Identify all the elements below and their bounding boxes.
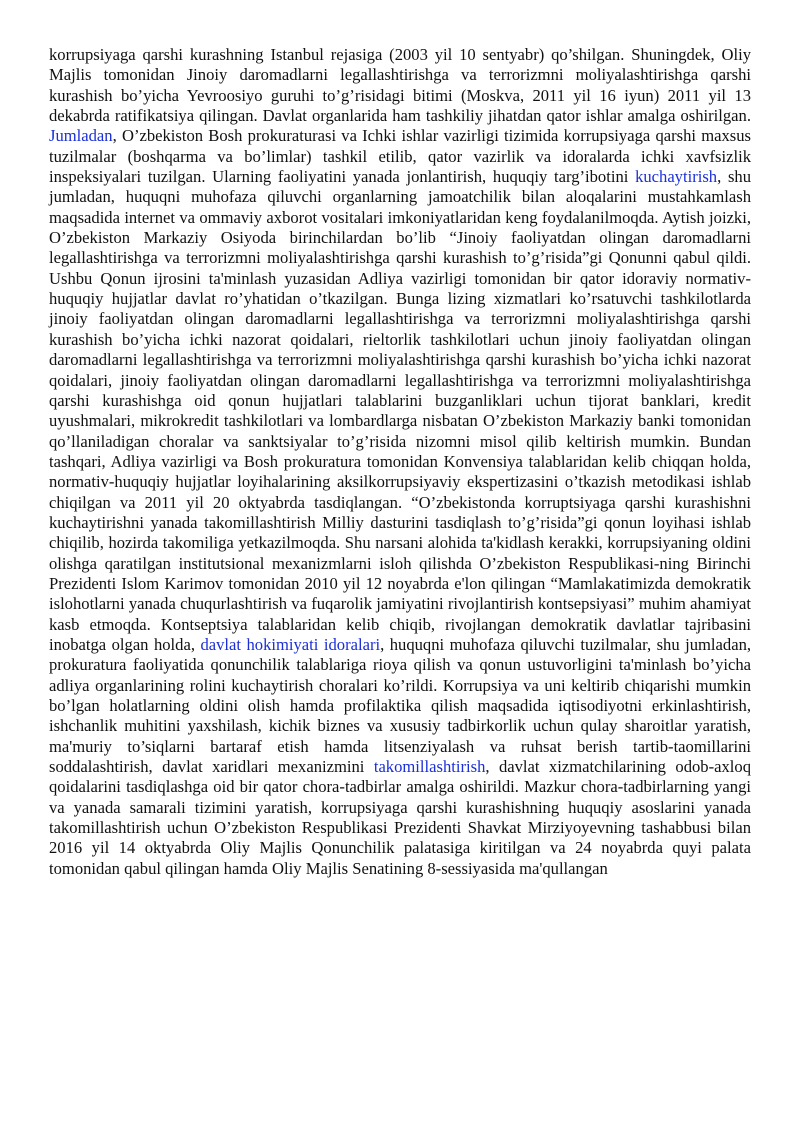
link-takomillashtirish[interactable]: takomillashtirish: [373, 757, 486, 777]
link-kuchaytirish[interactable]: kuchaytirish: [635, 167, 718, 187]
text-segment: , shu jumladan, huquqni muhofaza qiluvchi organlarning jamoatchilik bilan aloqalarini mustahkamlash maqsadida internet va ommaviy axborot vositalari imkoniyatlaridan keng foydalanilmoqda. Aytish joizki, O’zbekiston Markaziy Osiyoda birinchilardan bo’lib “Jinoiy faoliyatdan olingan daromadlarni legallashtirishga va terrorizmni moliyalashtirishga qarshi kurashish to’g’risida”gi Qonunni qabul qildi. Ushbu Qonun ijrosini ta'minlash yuzasidan Adliya vazirligi tomonidan bir qator idoraviy normativ-huquqiy hujjatlar davlat ro’yhatidan o’tkazilgan. Bunga lizing xizmatlari ko’rsatuvchi tashkilotlarda jinoiy faoliyatdan olingan daromadlarni legallashtirishga va terrorizmni moliyalashtirishga qarshi kurashish bo’yicha ichki nazorat qoidalari, rieltorlik tashkilotlari uchun jinoiy faoliyatdan olingan daromadlarni legallashtirishga va terrorizmni moliyalashtirishga qarshi kurashish bo’yicha ichki nazorat qoidalari, jinoiy faoliyatdan olingan daromadlarni legallashtirishga va terrorizmni moliyalashtirishga qarshi kurashishga oid qonun hujjatlari talablarini buzganliklari uchun tijorat banklari, kredit uyushmalari, mikrokredit tashkilotlari va lombardlarga nisbatan O’zbekiston Markaziy banki tomonidan qo’llaniladigan choralar va sanktsiyalar to’g’risida nizomni misol qilib keltirish mumkin. Bundan tashqari, Adliya vazirligi va Bosh prokuratura tomonidan Konvensiya talablaridan kelib chiqqan holda, normativ-huquqiy hujjatlar loyihalarining aksilkorrupsiyaviy ekspertizasini o’tkazish metodikasi ishlab chiqilgan va 2011 yil 20 oktyabrda tasdiqlangan. “O’zbekistonda korruptsiyaga qarshi kurashishni kuchaytirishni yanada takomillashtirish Milliy dasturini tasdiqlash to’g’risida”gi qonun loyihasi ishlab chiqilib, hozirda takomiliga yetkazilmoqda. Shu narsani alohida ta'kidlash kerakki, korrupsiyaning oldini olishga qaratilgan institutsional mexanizmlarni isloh qilishda O’zbekiston Respublikasi-ning Birinchi Prezidenti Islom Karimov tomonidan 2010 yil 12 noyabrda e'lon qilingan “Mamlakatimizda demokratik islohotlarni yanada chuqurlashtirish va fuqarolik jamiyatini rivojlantirish kontsepsiyasi” muhim ahamiyat kasb etmoqda. Kontseptsiya talablaridan kelib chiqib, rivojlangan demokratik davlatlar tajribasini inobatga olgan holda,: [49, 167, 751, 654]
text-segment: korrupsiyaga qarshi kurashning Istanbul rejasiga (2003 yil 10 sentyabr) qo’shilgan. Shuningdek, Oliy Majlis tomonidan Jinoiy daromadlarni legallashtirishga va terrorizmni moliyalashtirishga qarshi kurashish bo’yicha Yevroosiyo guruhi to’g’risidagi bitimi (Moskva, 2011 yil 16 iyun) 2011 yil 13 dekabrda ratifikatsiya qilingan. Davlat organlarida ham tashkiliy jihatdan qator ishlar amalga oshirilgan.: [49, 45, 751, 126]
text-segment: , davlat xizmatchilarining odob-axloq qoidalarini tasdiqlashga oid bir qator chora-tadbirlar amalga oshirildi. Mazkur chora-tadbirlarning yangi va yanada samarali tizimini yaratish, korrupsiyaga qarshi kurashishning huquqiy asoslarini yanada takomillashtirish uchun O’zbekiston Respublikasi Prezidenti Shavkat Mirziyoyevning tashabbusi bilan 2016 yil 14 oktyabrda Oliy Majlis Qonunchilik palatasiga kiritilgan va 24 noyabrda quyi palata tomonidan qabul qilingan hamda Oliy Majlis Senatining 8-sessiyasida ma'qullangan: [49, 757, 751, 878]
text-segment: , huquqni muhofaza qiluvchi tuzilmalar, shu jumladan, prokuratura faoliyatida qonunchilik talablariga rioya qilish va qonun ustuvorligini ta'minlash bo’yicha adliya organlarining rolini kuchaytirish choralari ko’rildi. Korrupsiya va uni keltirib chiqarishi mumkin bo’lgan holatlarning oldini olish hamda profilaktika qilish maqsadida iqtisodiyotni erkinlashtirish, ishchanlik muhitini yaxshilash, kichik biznes va xususiy tadbirkorlik uchun qulay sharoitlar yaratish, ma'muriy to’siqlarni bartaraf etish hamda litsenziyalash va ruhsat berish tartib-taomillarini soddalashtirish, davlat xaridlari mexanizmini: [49, 634, 752, 777]
body-paragraph: [49, 45, 751, 879]
link-jumladan[interactable]: Jumladan: [49, 126, 113, 146]
text-segment: , O’zbekiston Bosh prokuraturasi va Ichki ishlar vazirligi tizimida korrupsiyaga qarshi maxsus tuzilmalar (boshqarma va bo’limlar) tashkil etilib, qator vazirlik va idoralarda ichki xavfsizlik inspeksiyalari tuzilgan. Ularning faoliyatini yanada jonlantirish, huquqiy targ’ibotini: [49, 126, 751, 187]
link-davlat-hokimiyati-idoralari[interactable]: davlat hokimiyati idoralari: [200, 634, 381, 654]
